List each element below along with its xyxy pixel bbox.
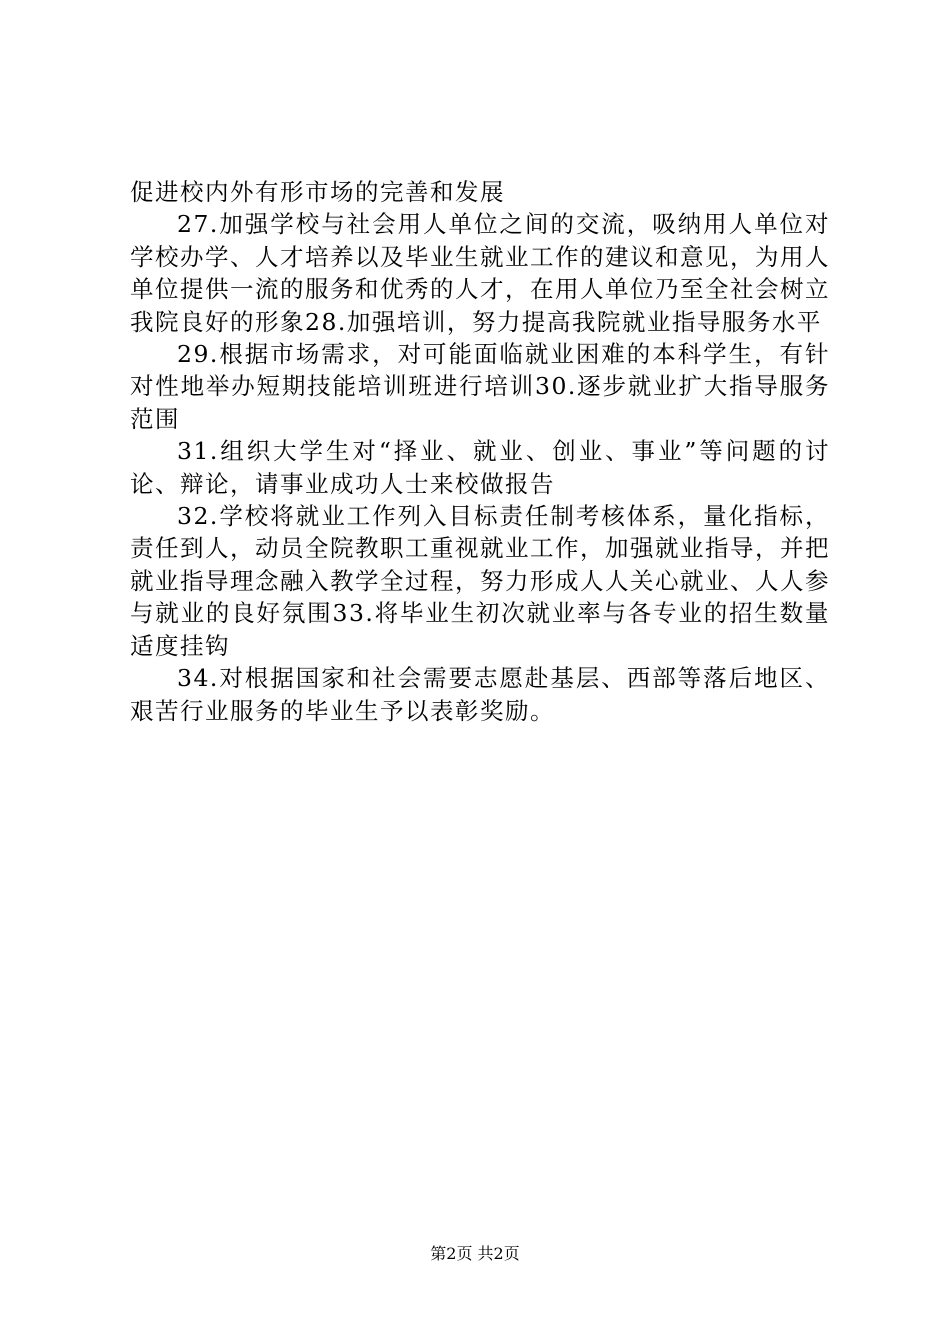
paragraph: 32.学校将就业工作列入目标责任制考核体系，量化指标，责任到人，动员全院教职工重视就业工作，加强就业指导，并把就业指导理念融入教学全过程，努力形成人人关心就业、人人参与就业的良好氛围33.将毕业生初次就业率与各专业的招生数量适度挂钩 <box>130 502 830 660</box>
paragraph: 34.对根据国家和社会需要志愿赴基层、西部等落后地区、艰苦行业服务的毕业生予以表彰奖励。 <box>130 664 830 725</box>
page-number: 第2页 共2页 <box>430 1244 520 1263</box>
page-footer <box>0 1244 950 1264</box>
document-body <box>130 176 830 727</box>
paragraph: 31.组织大学生对“择业、就业、创业、事业”等问题的讨论、辩论，请事业成功人士来校做报告 <box>130 437 830 498</box>
paragraph: 29.根据市场需求，对可能面临就业困难的本科学生，有针对性地举办短期技能培训班进行培训30.逐步就业扩大指导服务范围 <box>130 340 830 433</box>
paragraph: 27.加强学校与社会用人单位之间的交流，吸纳用人单位对学校办学、人才培养以及毕业生就业工作的建议和意见，为用人单位提供一流的服务和优秀的人才，在用人单位乃至全社会树立我院良好的形象28.加强培训，努力提高我院就业指导服务水平 <box>130 210 830 336</box>
paragraph: 促进校内外有形市场的完善和发展 <box>130 178 505 206</box>
